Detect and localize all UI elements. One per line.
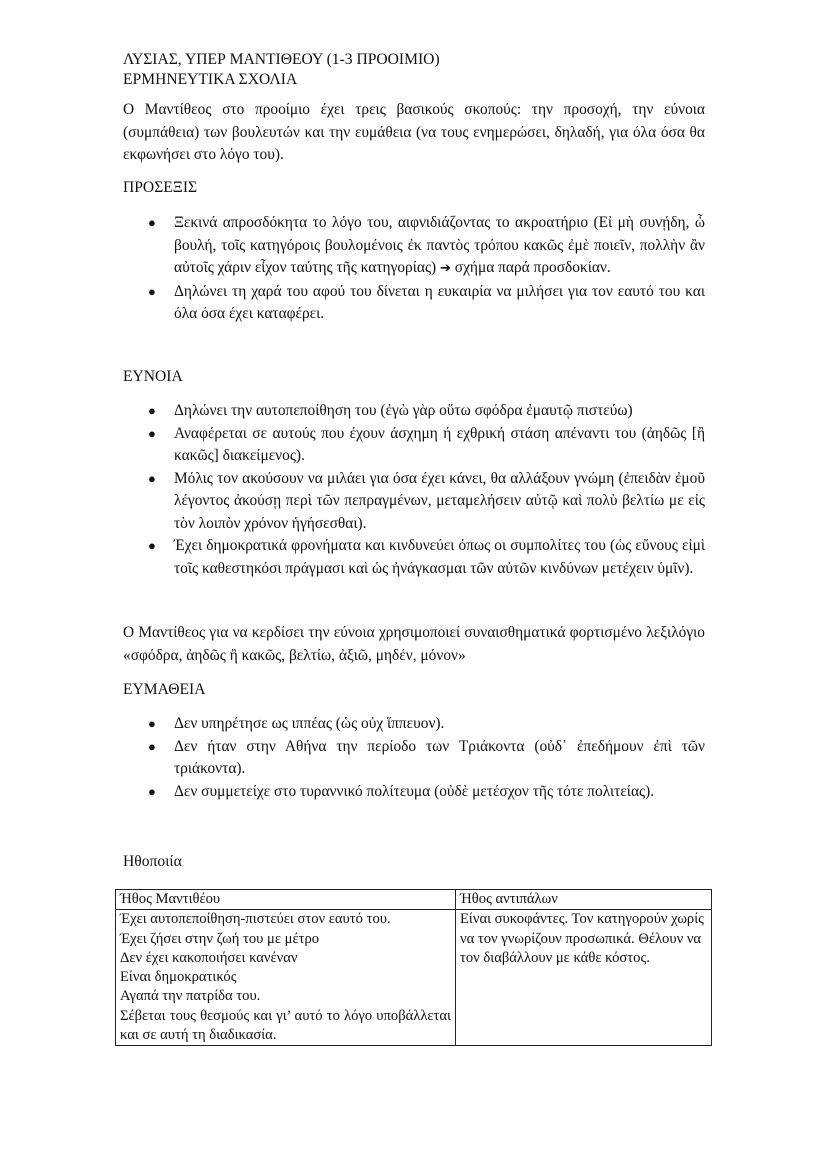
list-item-text: Δηλώνει τη χαρά του αφού του δίνεται η ευκαιρία να μιλήσει για τον εαυτό του και όλα όσα έχει καταφέρει.: [174, 282, 705, 322]
section-heading-eunoia: ΕΥΝΟΙΑ: [123, 368, 183, 385]
right-arrow-icon: ➔: [440, 261, 451, 276]
bullet-icon: ●: [148, 403, 156, 418]
list-item: [123, 212, 705, 281]
section-heading-ithopoiia: Ηθοποιία: [123, 853, 182, 870]
bullet-icon: ●: [148, 783, 156, 799]
table-header-mantitheos: Ήθος Μαντιθέου: [116, 890, 456, 910]
opponents-traits-cell: Είναι συκοφάντες. Τον κατηγορούν χωρίς να τον γνωρίζουν προσωπικά. Θέλουν να τον διαβάλλουν με κάθε κόστος.: [456, 910, 712, 1046]
list-item-text: Δεν ήταν στην Αθήνα την περίοδο των Τριάκοντα (οὐδ᾽ ἐπεδήμουν ἐπὶ τῶν τριάκοντα).: [174, 737, 705, 777]
trait-line: Είναι δημοκρατικός: [120, 969, 237, 986]
eunoia-list: [123, 400, 705, 580]
table-row: [116, 910, 712, 1046]
mantitheos-traits-cell: [116, 910, 456, 1046]
table-header-row: [116, 890, 712, 910]
document-subtitle: ΕΡΜΗΝΕΥΤΙΚΑ ΣΧΟΛΙΑ: [123, 71, 298, 88]
list-item-text: Δεν συμμετείχε στο τυραννικό πολίτευμα (οὐδὲ μετέσχον τῆς τότε πολιτείας).: [174, 782, 655, 800]
list-item-text: Δεν υπηρέτησε ως ιππέας (ὡς οὐχ ἵππευον).: [174, 715, 445, 732]
list-item: [123, 281, 705, 326]
ethos-table: [115, 889, 712, 1046]
list-item: [123, 736, 705, 781]
intro-paragraph: Ο Μαντίθεος στο προοίμιο έχει τρεις βασικούς σκοπούς: την προσοχή, την εύνοια (συμπάθεια) των βουλευτών και την ευμάθεια (να τους ενημερώσει, δηλαδή, για όλα όσα θα εκφωνήσει στο λόγο του).: [123, 101, 705, 164]
summary-paragraph: Ο Μαντίθεος για να κερδίσει την εύνοια χρησιμοποιεί συναισθηματικά φορτισμένο λεξιλόγιο «σφόδρα, ἀηδῶς ἢ κακῶς, βελτίω, ἀξιῶ, μηδέν, μόνον»: [123, 624, 705, 664]
list-item-text: Δηλώνει την αυτοπεποίθηση του (ἐγὼ γὰρ οὕτω σφόδρα ἐμαυτῷ πιστεύω): [174, 402, 633, 419]
trait-line: Έχει ζήσει στην ζωή του με μέτρο: [120, 930, 320, 947]
bullet-icon: ●: [148, 283, 156, 299]
trait-line: Αγαπά την πατρίδα του.: [120, 988, 261, 1005]
list-item: [123, 535, 705, 580]
trait-line: Έχει αυτοπεποίθηση-πιστεύει στον εαυτό του.: [120, 911, 391, 928]
bullet-icon: ●: [148, 716, 156, 731]
section-heading-prosexis: ΠΡΟΣΕΞΙΣ: [123, 179, 198, 196]
eumatheia-list: [123, 713, 705, 803]
list-item: [123, 400, 705, 423]
list-item: [123, 781, 705, 804]
list-item-text: Αναφέρεται σε αυτούς που έχουν άσχημη ή εχθρική στάση απέναντι του (ἀηδῶς [ἢ κακῶς] διακείμενος).: [174, 424, 705, 464]
list-item-text: Έχει δημοκρατικά φρονήματα και κινδυνεύει όπως οι συμπολίτες του (ὡς εὔνους εἰμὶ τοῖς καθεστηκόσι πράγμασι καὶ ὡς ἠνάγκασμαι τῶν αὐτῶν κινδύνων μετέχειν ὑμῖν).: [174, 537, 705, 577]
document-title: ΛΥΣΙΑΣ, ΥΠΕΡ ΜΑΝΤΙΘΕΟΥ (1-3 ΠΡΟΟΙΜΙΟ): [123, 51, 440, 68]
trait-line: Σέβεται τους θεσμούς και γι’ αυτό το λόγο υποβάλλεται και σε αυτή τη διαδικασία.: [120, 1007, 451, 1044]
list-item-text: Ξεκινά απροσδόκητα το λόγο του, αιφνιδιάζοντας το ακροατήριο (Εἰ μὴ συνῄδη, ὦ βουλή, τοῖς κατηγόροις βουλομένοις ἐκ παντὸς τρόπου κακῶς ἐμὲ ποιεῖν, πολλὴν ἂν αὐτοῖς χάριν εἶχον ταύτης τῆς κατηγορίας): [174, 214, 705, 276]
list-item-text: Μόλις τον ακούσουν να μιλάει για όσα έχει κάνει, θα αλλάξουν γνώμη (ἐπειδὰν ἐμοῦ λέγοντος ἀκούσῃ περὶ τῶν πεπραγμένων, μεταμελήσειν αὐτῷ καὶ πολὺ βελτίω με εἰς τὸν λοιπὸν χρόνον ἡγήσεσθαι).: [174, 469, 705, 532]
bullet-icon: ●: [148, 470, 156, 486]
list-item: [123, 713, 705, 736]
bullet-icon: ●: [148, 738, 156, 754]
prosexis-list: [123, 212, 705, 326]
section-heading-eumatheia: ΕΥΜΑΘΕΙΑ: [123, 681, 206, 698]
table-header-opponents: Ήθος αντιπάλων: [456, 890, 712, 910]
bullet-icon: ●: [148, 538, 156, 553]
list-item: [123, 423, 705, 468]
list-item: [123, 468, 705, 536]
bullet-icon: ●: [148, 215, 156, 230]
list-item-tail: σχήμα παρά προσδοκίαν.: [450, 259, 611, 276]
trait-line: Δεν έχει κακοποιήσει κανέναν: [120, 949, 298, 966]
bullet-icon: ●: [148, 425, 156, 441]
